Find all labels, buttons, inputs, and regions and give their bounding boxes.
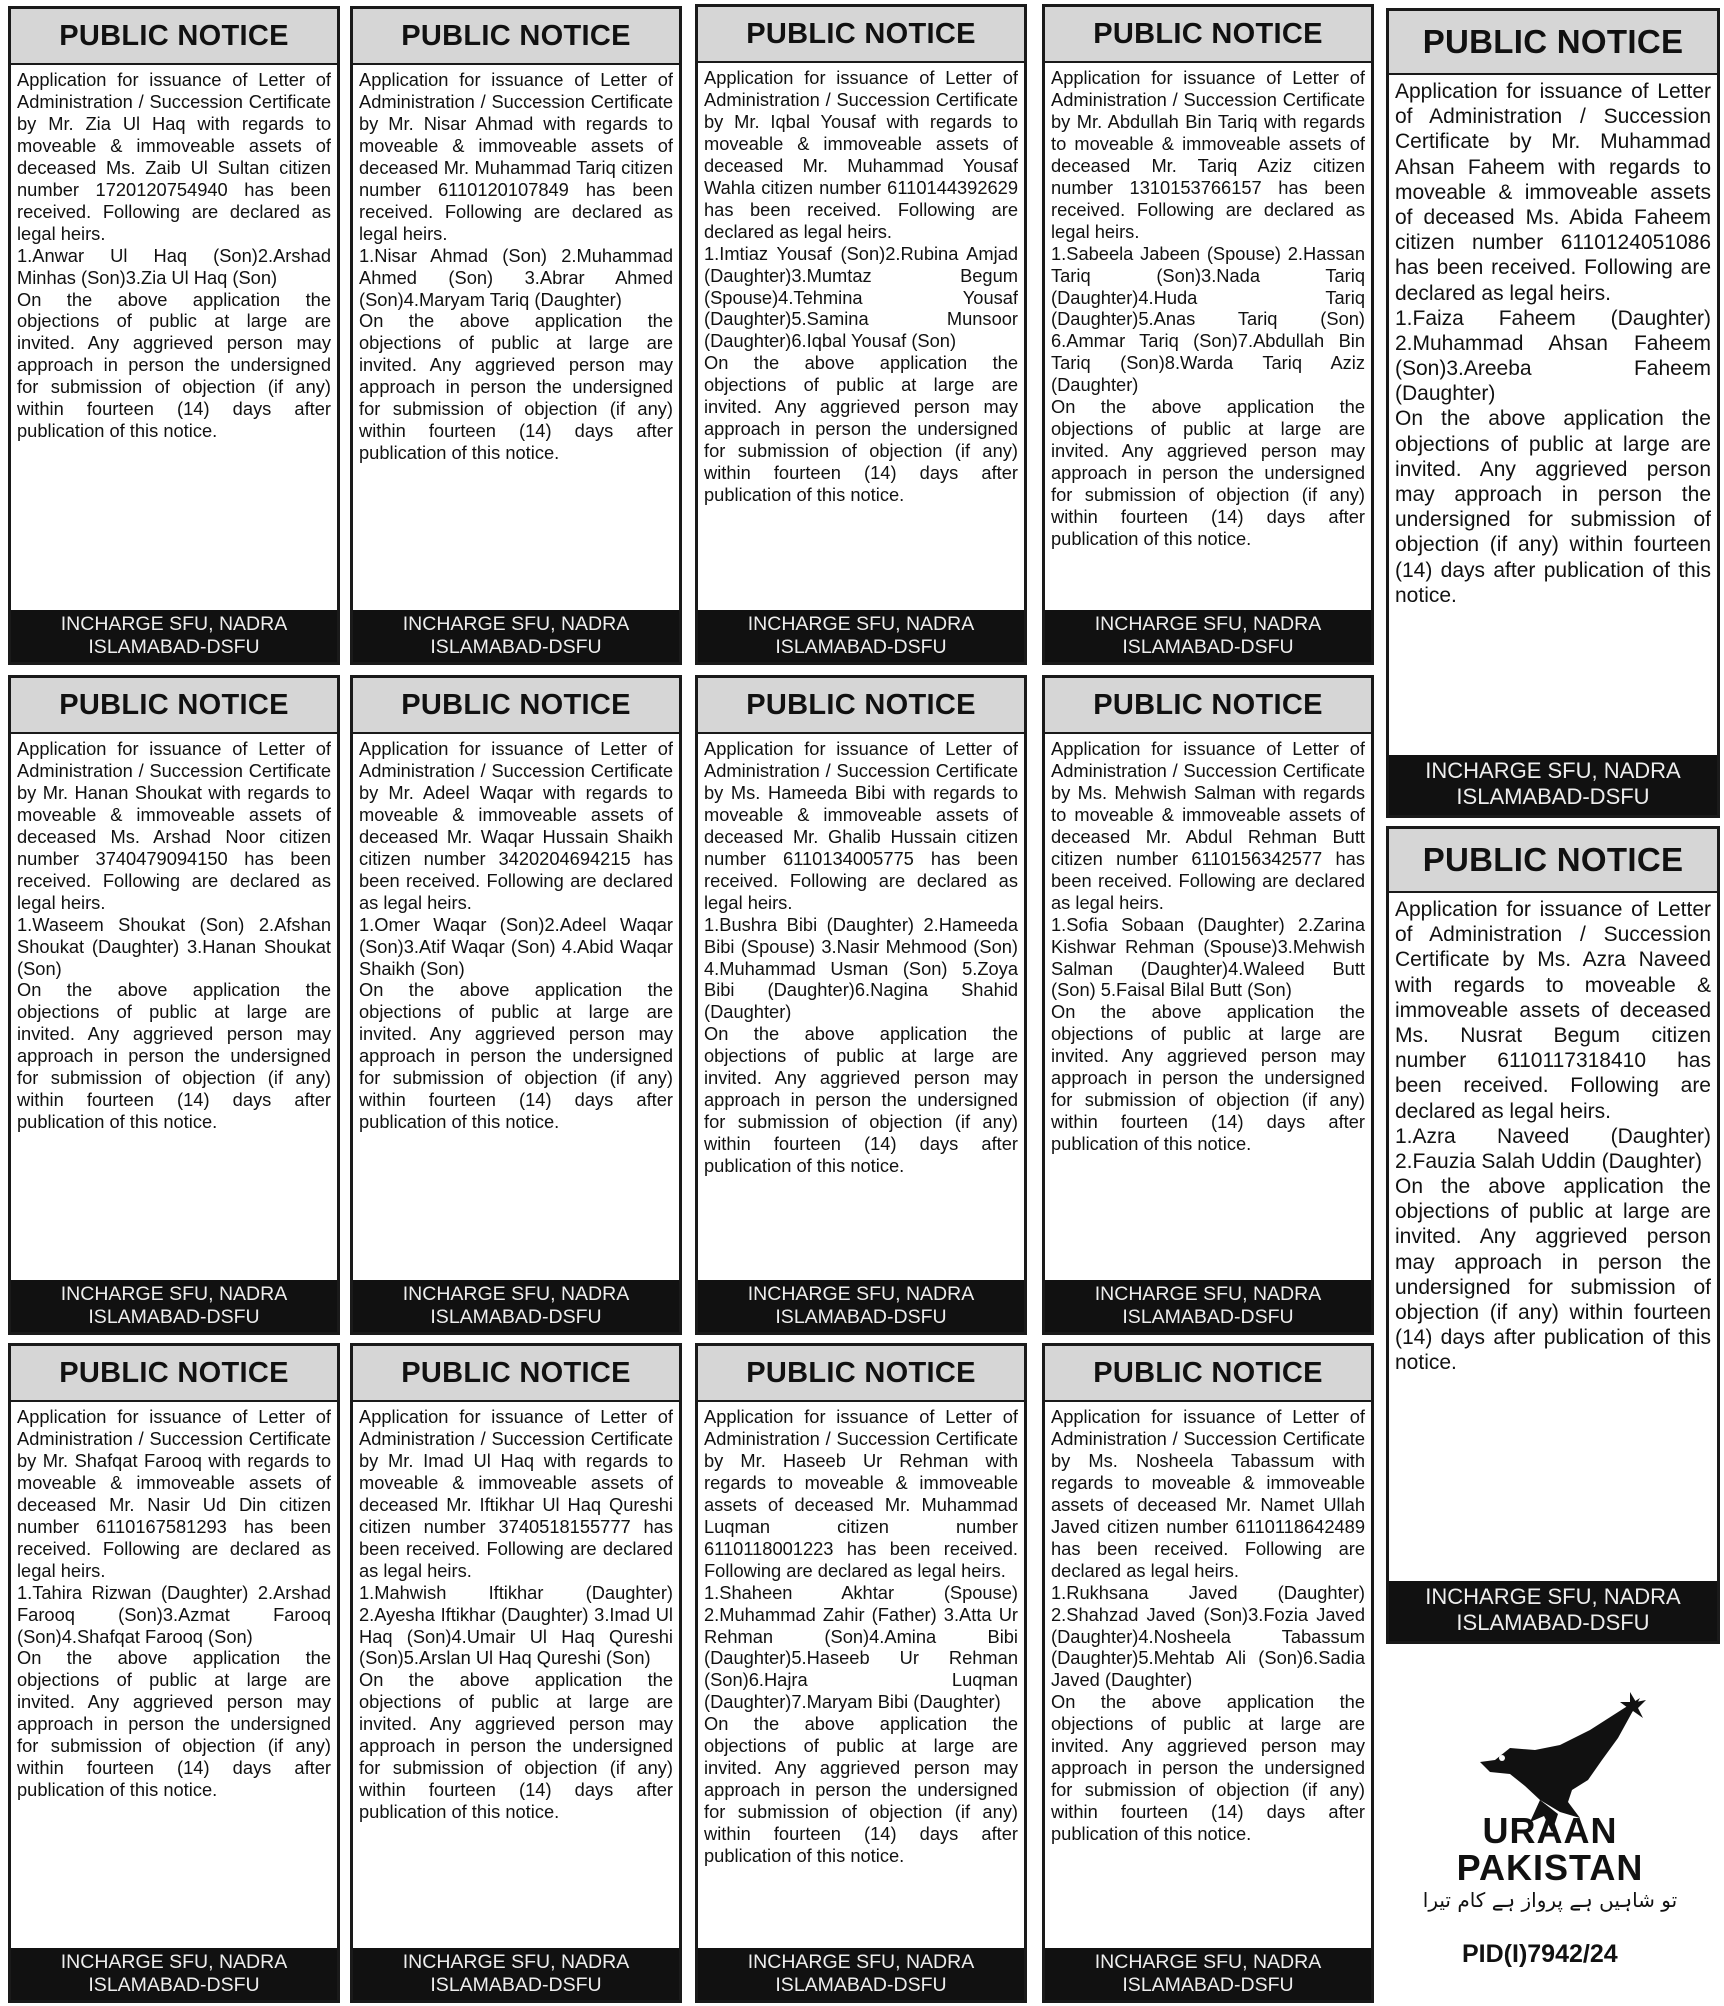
notice-heading: PUBLIC NOTICE: [698, 678, 1024, 734]
footer-line2: ISLAMABAD-DSFU: [430, 1306, 602, 1329]
notice-intro: Application for issuance of Letter of Administration / Succession Certificate by Mr. Zia Ul Haq with regards to moveable & immoveable assets of deceased Ms. Zaib Ul Sultan citizen number 1720120754940 has been received. Following are declared as legal heirs.: [17, 69, 331, 244]
footer-line2: ISLAMABAD-DSFU: [1456, 1610, 1650, 1636]
notice-footer: [1045, 1280, 1371, 1332]
footer-line1: INCHARGE SFU, NADRA: [747, 1283, 975, 1305]
notice-heading: PUBLIC NOTICE: [1389, 11, 1717, 75]
notice-intro: Application for issuance of Letter of Administration / Succession Certificate by Mr. Shafqat Farooq with regards to moveable & immoveable assets of deceased Mr. Nasir Ud Din citizen number 6110167581293 has been received. Following are declared as legal heirs.: [17, 1406, 331, 1581]
notice-body: [11, 734, 337, 1280]
notice-intro: Application for issuance of Letter of Administration / Succession Certificate by Mr. Imad Ul Haq with regards to moveable & immoveable assets of deceased Mr. Iftikhar Ul Haq Qureshi citizen number 3740518155777 has been received. Following are declared as legal heirs.: [359, 1406, 673, 1581]
notice-intro: Application for issuance of Letter of Administration / Succession Certificate by Mr. Haseeb Ur Rehman with regards to moveable & immoveable assets of deceased Mr. Muhammad Luqman citizen number 6110118001223 has been received. Following are declared as legal heirs.: [704, 1406, 1018, 1581]
notice-heading: PUBLIC NOTICE: [1389, 829, 1717, 893]
logo-line2: PAKISTAN: [1456, 1847, 1644, 1888]
footer-line1: INCHARGE SFU, NADRA: [1425, 1584, 1681, 1609]
notice-heirs: 1.Anwar Ul Haq (Son)2.Arshad Minhas (Son)3.Zia Ul Haq (Son): [17, 244, 331, 288]
public-notice: [350, 675, 682, 1335]
notice-heirs: 1.Faiza Faheem (Daughter) 2.Muhammad Ahsan Faheem (Son)3.Areeba Faheem (Daughter): [1395, 306, 1711, 406]
notice-footer: [11, 1948, 337, 2000]
notice-heading: PUBLIC NOTICE: [698, 1346, 1024, 1402]
footer-line1: INCHARGE SFU, NADRA: [60, 1283, 288, 1305]
footer-line2: ISLAMABAD-DSFU: [88, 1306, 260, 1329]
notice-footer: [1389, 1581, 1717, 1641]
notice-intro: Application for issuance of Letter of Administration / Succession Certificate by Mr. Adeel Waqar with regards to moveable & immoveable assets of deceased Mr. Waqar Hussain Shaikh citizen number 3420204694215 has been received. Following are declared as legal heirs.: [359, 738, 673, 913]
notice-intro: Application for issuance of Letter of Administration / Succession Certificate by Mr. Iqbal Yousaf with regards to moveable & immoveable assets of deceased Mr. Muhammad Yousaf Wahla citizen number 6110144392629 has been received. Following are declared as legal heirs.: [704, 67, 1018, 242]
footer-line1: INCHARGE SFU, NADRA: [60, 613, 288, 635]
footer-line2: ISLAMABAD-DSFU: [1122, 1306, 1294, 1329]
notice-body: [1045, 734, 1371, 1280]
pid-number: PID(I)7942/24: [1462, 1940, 1618, 1968]
notice-objection: On the above application the objections of public at large are invited. Any aggrieved person may approach in person the undersigned for submission of objection (if any) within fourteen (14) days after publication of this notice.: [1395, 1175, 1711, 1375]
notice-heirs: 1.Nisar Ahmad (Son) 2.Muhammad Ahmed (Son) 3.Abrar Ahmed (Son)4.Maryam Tariq (Daughter): [359, 244, 673, 310]
notice-heading: PUBLIC NOTICE: [11, 678, 337, 734]
notice-intro: Application for issuance of Letter of Administration / Succession Certificate by Mr. Muhammad Ahsan Faheem with regards to moveable & immoveable assets of deceased Ms. Abida Faheem citizen number 6110124051086 has been received. Following are declared as legal heirs.: [1395, 80, 1711, 305]
notice-intro: Application for issuance of Letter of Administration / Succession Certificate by Ms. Azra Naveed with regards to moveable & immoveable assets of deceased Ms. Nusrat Begum citizen number 6110117318410 has been received. Following are declared as legal heirs.: [1395, 898, 1711, 1123]
public-notice: [1386, 826, 1720, 1644]
notice-heading: PUBLIC NOTICE: [353, 678, 679, 734]
notice-footer: [11, 1280, 337, 1332]
notice-footer: [1389, 755, 1717, 815]
notice-heading: PUBLIC NOTICE: [1045, 1346, 1371, 1402]
notice-body: [1045, 1402, 1371, 1948]
public-notice: [695, 675, 1027, 1335]
notice-heirs: 1.Azra Naveed (Daughter) 2.Fauzia Salah Uddin (Daughter): [1395, 1124, 1711, 1173]
notice-heirs: 1.Mahwish Iftikhar (Daughter) 2.Ayesha Iftikhar (Daughter) 3.Imad Ul Haq (Son)4.Umair Ul Haq Qureshi (Son)5.Arslan Ul Haq Qureshi (Son): [359, 1581, 673, 1669]
notice-objection: On the above application the objections of public at large are invited. Any aggrieved person may approach in person the undersigned for submission of objection (if any) within fourteen (14) days after publication of this notice.: [704, 1713, 1018, 1867]
notice-footer: [353, 1280, 679, 1332]
notice-intro: Application for issuance of Letter of Administration / Succession Certificate by Ms. Hameeda Bibi with regards to moveable & immoveable assets of deceased Mr. Ghalib Hussain citizen number 6110134005775 has been received. Following are declared as legal heirs.: [704, 738, 1018, 913]
notice-objection: On the above application the objections of public at large are invited. Any aggrieved person may approach in person the undersigned for submission of objection (if any) within fourteen (14) days after publication of this notice.: [1051, 1001, 1365, 1155]
footer-line2: ISLAMABAD-DSFU: [430, 636, 602, 659]
notice-intro: Application for issuance of Letter of Administration / Succession Certificate by Ms. Mehwish Salman with regards to moveable & immoveable assets of deceased Mr. Abdul Rehman Butt citizen number 6110156342577 has been received. Following are declared as legal heirs.: [1051, 738, 1365, 913]
footer-line1: INCHARGE SFU, NADRA: [402, 1283, 630, 1305]
notice-footer: [1045, 610, 1371, 662]
notice-footer: [698, 1948, 1024, 2000]
footer-line1: INCHARGE SFU, NADRA: [747, 1951, 975, 1973]
footer-line1: INCHARGE SFU, NADRA: [747, 613, 975, 635]
footer-line2: ISLAMABAD-DSFU: [775, 636, 947, 659]
notice-intro: Application for issuance of Letter of Administration / Succession Certificate by Mr. Nisar Ahmad with regards to moveable & immoveable assets of deceased Mr. Muhammad Tariq citizen number 6110120107849 has been received. Following are declared as legal heirs.: [359, 69, 673, 244]
public-notice: [8, 1343, 340, 2003]
notice-heirs: 1.Rukhsana Javed (Daughter) 2.Shahzad Javed (Son)3.Fozia Javed (Daughter)4.Nosheela Tabassum (Daughter)5.Mehtab Ali (Son)6.Sadia Javed (Daughter): [1051, 1581, 1365, 1691]
footer-line2: ISLAMABAD-DSFU: [88, 1974, 260, 1997]
notice-heirs: 1.Imtiaz Yousaf (Son)2.Rubina Amjad (Daughter)3.Mumtaz Begum (Spouse)4.Tehmina Yousaf (Daughter)5.Samina Munsoor (Daughter)6.Iqbal Yousaf (Son): [704, 242, 1018, 352]
footer-line1: INCHARGE SFU, NADRA: [1425, 758, 1681, 783]
notice-footer: [353, 610, 679, 662]
notice-body: [698, 734, 1024, 1280]
notice-heirs: 1.Sabeela Jabeen (Spouse) 2.Hassan Tariq (Son)3.Nada Tariq (Daughter)4.Huda Tariq (Daughter)5.Anas Tariq (Son) 6.Ammar Tariq (Son)7.Abdullah Bin Tariq (Son)8.Warda Tariq Aziz (Daughter): [1051, 242, 1365, 396]
notice-footer: [11, 610, 337, 662]
public-notice: [695, 1343, 1027, 2003]
notice-heading: PUBLIC NOTICE: [11, 1346, 337, 1402]
footer-line1: INCHARGE SFU, NADRA: [402, 1951, 630, 1973]
notice-footer: [353, 1948, 679, 2000]
footer-line2: ISLAMABAD-DSFU: [1122, 636, 1294, 659]
notice-body: [11, 65, 337, 610]
notice-body: [353, 65, 679, 610]
notice-intro: Application for issuance of Letter of Administration / Succession Certificate by Mr. Hanan Shoukat with regards to moveable & immoveable assets of deceased Ms. Arshad Noor citizen number 3740479094150 has been received. Following are declared as legal heirs.: [17, 738, 331, 913]
public-notice: [350, 6, 682, 665]
footer-line1: INCHARGE SFU, NADRA: [1094, 613, 1322, 635]
notice-body: [353, 734, 679, 1280]
notice-body: [353, 1402, 679, 1948]
notice-objection: On the above application the objections of public at large are invited. Any aggrieved person may approach in person the undersigned for submission of objection (if any) within fourteen (14) days after publication of this notice.: [1051, 396, 1365, 550]
notice-objection: On the above application the objections of public at large are invited. Any aggrieved person may approach in person the undersigned for submission of objection (if any) within fourteen (14) days after publication of this notice.: [1395, 407, 1711, 607]
notice-objection: On the above application the objections of public at large are invited. Any aggrieved person may approach in person the undersigned for submission of objection (if any) within fourteen (14) days after publication of this notice.: [17, 1647, 331, 1801]
logo-line1: URAAN: [1482, 1810, 1618, 1851]
notice-heirs: 1.Omer Waqar (Son)2.Adeel Waqar (Son)3.Atif Waqar (Son) 4.Abid Waqar Shaikh (Son): [359, 913, 673, 979]
footer-line1: INCHARGE SFU, NADRA: [1094, 1951, 1322, 1973]
footer-line2: ISLAMABAD-DSFU: [775, 1974, 947, 1997]
notice-objection: On the above application the objections of public at large are invited. Any aggrieved person may approach in person the undersigned for submission of objection (if any) within fourteen (14) days after publication of this notice.: [1051, 1691, 1365, 1845]
notice-intro: Application for issuance of Letter of Administration / Succession Certificate by Ms. Nosheela Tabassum with regards to moveable & immoveable assets of deceased Mr. Namet Ullah Javed citizen number 6110118642489 has been received. Following are declared as legal heirs.: [1051, 1406, 1365, 1581]
public-notice: [1042, 1343, 1374, 2003]
footer-line1: INCHARGE SFU, NADRA: [1094, 1283, 1322, 1305]
notice-objection: On the above application the objections of public at large are invited. Any aggrieved person may approach in person the undersigned for submission of objection (if any) within fourteen (14) days after publication of this notice.: [704, 1023, 1018, 1177]
public-notice: [1386, 8, 1720, 818]
public-notice: [350, 1343, 682, 2003]
public-notice: [8, 675, 340, 1335]
footer-line2: ISLAMABAD-DSFU: [775, 1306, 947, 1329]
notice-heirs: 1.Tahira Rizwan (Daughter) 2.Arshad Farooq (Son)3.Azmat Farooq (Son)4.Shafqat Farooq (Son): [17, 1581, 331, 1647]
footer-line2: ISLAMABAD-DSFU: [430, 1974, 602, 1997]
notice-body: [698, 63, 1024, 610]
notice-body: [1389, 75, 1717, 755]
notice-objection: On the above application the objections of public at large are invited. Any aggrieved person may approach in person the undersigned for submission of objection (if any) within fourteen (14) days after publication of this notice.: [359, 1669, 673, 1823]
notice-heading: PUBLIC NOTICE: [1045, 678, 1371, 734]
notice-footer: [1045, 1948, 1371, 2000]
notice-heirs: 1.Shaheen Akhtar (Spouse) 2.Muhammad Zahir (Father) 3.Atta Ur Rehman (Son)4.Amina Bibi (Daughter)5.Haseeb Ur Rehman (Son)6.Hajra Luqman (Daughter)7.Maryam Bibi (Daughter): [704, 1581, 1018, 1713]
notice-body: [698, 1402, 1024, 1948]
notice-footer: [698, 610, 1024, 662]
public-notice: [1042, 675, 1374, 1335]
notice-body: [1389, 893, 1717, 1581]
notice-objection: On the above application the objections of public at large are invited. Any aggrieved person may approach in person the undersigned for submission of objection (if any) within fourteen (14) days after publication of this notice.: [359, 310, 673, 464]
notice-objection: On the above application the objections of public at large are invited. Any aggrieved person may approach in person the undersigned for submission of objection (if any) within fourteen (14) days after publication of this notice.: [704, 352, 1018, 506]
notice-body: [1045, 63, 1371, 610]
notice-intro: Application for issuance of Letter of Administration / Succession Certificate by Mr. Abdullah Bin Tariq with regards to moveable & immoveable assets of deceased Mr. Tariq Aziz citizen number 1310153766157 has been received. Following are declared as legal heirs.: [1051, 67, 1365, 242]
footer-line1: INCHARGE SFU, NADRA: [402, 613, 630, 635]
notice-heirs: 1.Bushra Bibi (Daughter) 2.Hameeda Bibi (Spouse) 3.Nasir Mehmood (Son) 4.Muhammad Usman (Son) 5.Zoya Bibi (Daughter)6.Nagina Shahid (Daughter): [704, 913, 1018, 1023]
footer-line2: ISLAMABAD-DSFU: [1122, 1974, 1294, 1997]
notice-heading: PUBLIC NOTICE: [353, 9, 679, 65]
footer-line2: ISLAMABAD-DSFU: [88, 636, 260, 659]
public-notice: [1042, 4, 1374, 665]
public-notice: [8, 6, 340, 665]
notice-footer: [698, 1280, 1024, 1332]
notice-objection: On the above application the objections of public at large are invited. Any aggrieved person may approach in person the undersigned for submission of objection (if any) within fourteen (14) days after publication of this notice.: [17, 979, 331, 1133]
notice-heading: PUBLIC NOTICE: [698, 7, 1024, 63]
notice-objection: On the above application the objections of public at large are invited. Any aggrieved person may approach in person the undersigned for submission of objection (if any) within fourteen (14) days after publication of this notice.: [17, 288, 331, 442]
notice-objection: On the above application the objections of public at large are invited. Any aggrieved person may approach in person the undersigned for submission of objection (if any) within fourteen (14) days after publication of this notice.: [359, 979, 673, 1133]
notice-heirs: 1.Sofia Sobaan (Daughter) 2.Zarina Kishwar Rehman (Spouse)3.Mehwish Salman (Daughter)4.Waleed Butt (Son) 5.Faisal Bilal Butt (Son): [1051, 913, 1365, 1001]
notice-heading: PUBLIC NOTICE: [11, 9, 337, 65]
notice-body: [11, 1402, 337, 1948]
notice-heading: PUBLIC NOTICE: [353, 1346, 679, 1402]
notice-heirs: 1.Waseem Shoukat (Son) 2.Afshan Shoukat (Daughter) 3.Hanan Shoukat (Son): [17, 913, 331, 979]
public-notice: [695, 4, 1027, 665]
footer-line1: INCHARGE SFU, NADRA: [60, 1951, 288, 1973]
logo-tagline: تو شاہیں ہے پرواز ہے کام تیرا: [1422, 1888, 1678, 1912]
notice-heading: PUBLIC NOTICE: [1045, 7, 1371, 63]
footer-line2: ISLAMABAD-DSFU: [1456, 784, 1650, 810]
